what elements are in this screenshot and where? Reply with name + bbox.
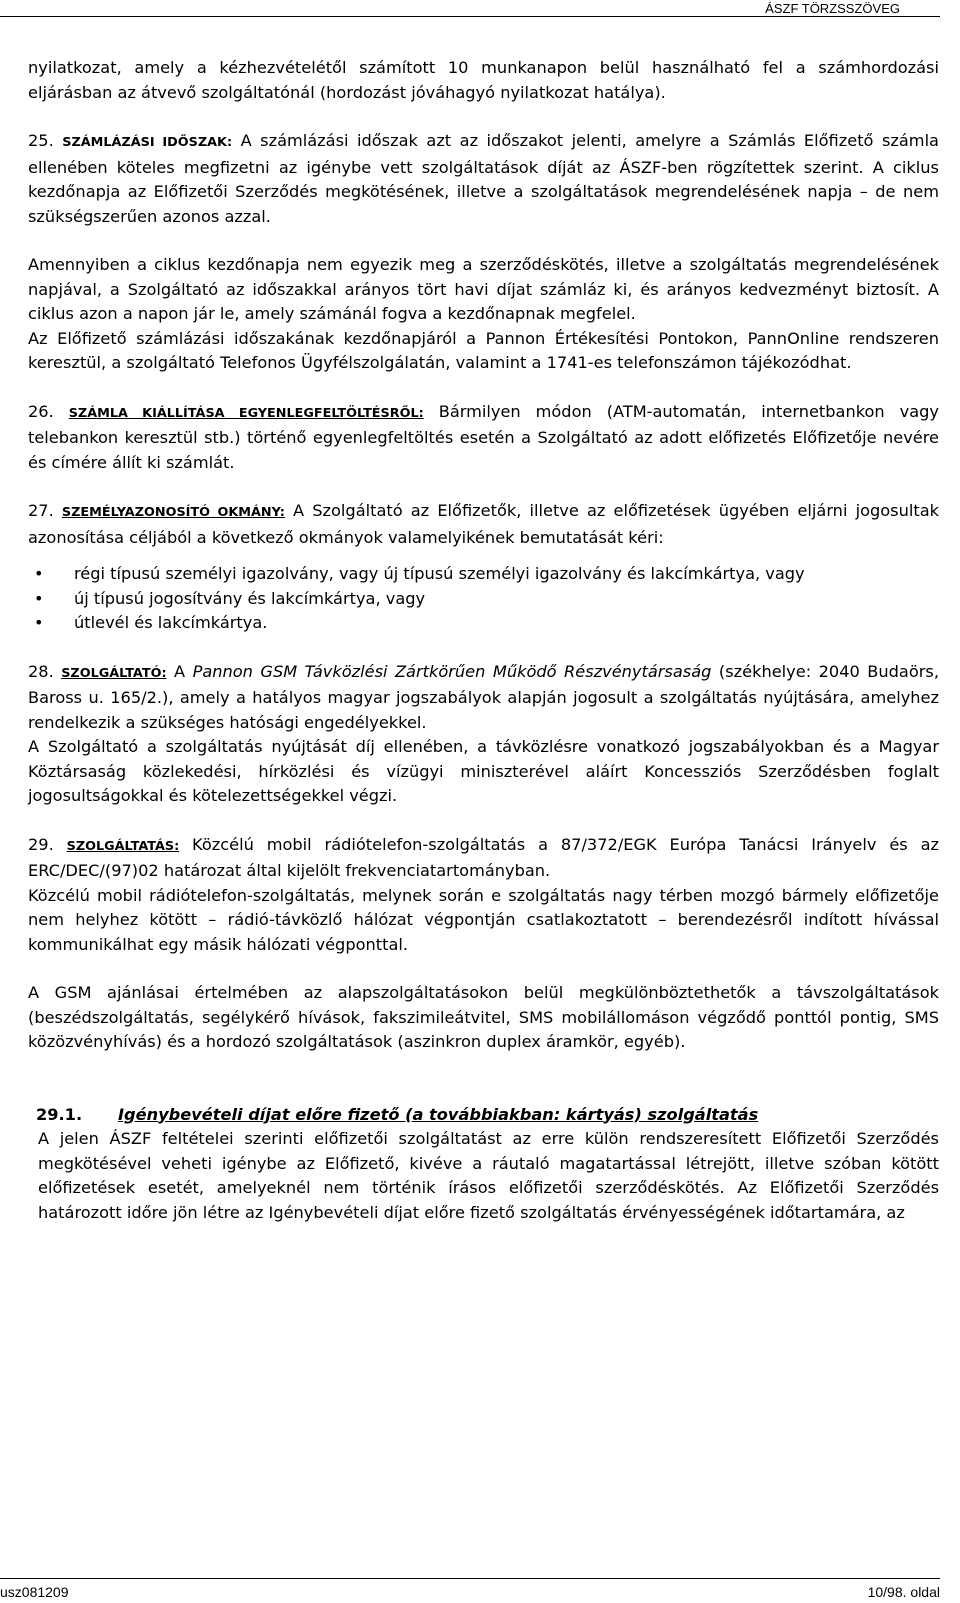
subsection-title: Igénybevételi díjat előre fizető (a továbbiakban: kártyás) szolgáltatás [118,1104,759,1124]
paragraph: Amennyiben a ciklus kezdőnapja nem egyezik meg a szerződéskötés, illetve a szolgáltatás megrendelésének napjával, a Szolgáltató az időszakkal arányos tört havi díjat számláz ki, és arányos kedvezményt biztosít. A ciklus azon a napon jár le, amely számánál fogva a kezdőnapnak megfelel. [28,255,939,323]
paragraph: nyilatkozat, amely a kézhezvételétől számított 10 munkanapon belül használható fel a számhordozási eljárásban az átvevő szolgáltatónál (hordozást jóváhagyó nyilatkozat hatálya). [28,58,939,102]
section-number: 25. [28,131,54,150]
section-27 [28,499,939,550]
paragraph: A jelen ÁSZF feltételei szerinti előfizetői szolgáltatást az erre külön rendszeresített Előfizetői Szerződés megkötésével veheti igénybe az Előfizető, kivéve a ráutaló magatartással létrejött, illetve szóban kötött előfizetések esetét, amelyeknél nem történik írásos előfizetői szerződéskötés. Az Előfizetői Szerződés határozott időre jön létre az Igénybevételi díjat előre fizető szolgáltatás érvényességének időtartamára, az [38,1129,939,1222]
section-text: Bármilyen módon (ATM-automatán, internetbankon vagy telebankon keresztül stb.) történő egyenlegfeltöltés esetén a Szolgáltató az adott előfizetés Előfizetője nevére és címére állít ki számlát. [28,401,939,472]
section-number: 28. [28,661,54,681]
section-label: SZOLGÁLTATÁS: [66,838,180,854]
section-26 [28,400,939,476]
header-title: ÁSZF TÖRZSSZÖVEG [765,1,900,16]
section-label: SZÁMLA KIÁLLÍTÁSA EGYENLEGFELTÖLTÉSRŐL: [68,405,424,421]
paragraph: Az Előfizető számlázási időszakának kezdőnapjáról a Pannon Értékesítési Pontokon, PannOnline rendszeren keresztül, a szolgáltató Telefonos Ügyfélszolgálatán, valamint a 1741-es telefonszámon tájékozódhat. [28,328,939,372]
section-25 [28,129,939,229]
list-item: • új típusú jogosítvány és lakcímkártya, vagy [28,587,939,612]
section-number: 29. [28,834,54,854]
subsection-number: 29.1. [36,1104,83,1124]
page-number: 10/98. oldal [867,1584,940,1600]
document-id: usz081209 [0,1584,69,1600]
paragraph: Közcélú mobil rádiótelefon-szolgáltatás, melynek során e szolgáltatás nagy térben mozgó bármely előfizetője nem helyhez kötött – rádió-távközlő hálózat végpontján csatlakoztatott – berendezésről indított hívással kommunikálhat egy másik hálózati végponttal. [28,885,939,954]
section-number: 27. [28,501,54,520]
bullet-icon: • [34,564,44,583]
section-number: 26. [28,401,54,421]
subsection-heading [28,1103,939,1128]
section-text: A Szolgáltató az Előfizetők, illetve az előfizetések ügyében eljárni jogosultak azonosítása céljából a következő okmányok valamelyikének bemutatását kéri: [28,501,939,547]
id-document-list [28,562,939,636]
page-header [0,0,940,17]
section-text: A számlázási időszak azt az időszakot jelenti, amelyre a Számlás Előfizető számla ellenében köteles megfizetni az igénybe vett szolgáltatások díját az ÁSZF-ben rögzítettek szerint. A ciklus kezdőnapja az Előfizetői Szerződés megkötésének, illetve a szolgáltatások megrendelésének napja – de nem szükségszerűen azonos azzal. [28,131,939,226]
list-item: • útlevél és lakcímkártya. [28,611,939,636]
list-item: • régi típusú személyi igazolvány, vagy új típusú személyi igazolvány és lakcímkártya, vagy [28,562,939,587]
paragraph: A GSM ajánlásai értelmében az alapszolgáltatásokon belül megkülönböztethetők a távszolgáltatások (beszédszolgáltatás, segélykérő hívások, fakszimileátvitel, SMS mobilállomáson végződő ponttól pontig, SMS közözvényhívás) és a hordozó szolgáltatások (aszinkron duplex áramkör, egyéb). [28,983,939,1051]
bullet-icon: • [34,613,44,632]
section-label: SZOLGÁLTATÓ: [61,665,167,681]
page-footer [0,1578,940,1600]
company-name: Pannon GSM Távközlési Zártkörűen Működő Részvénytársaság [192,661,712,681]
section-text: Közcélú mobil rádiótelefon-szolgáltatás a 87/372/EGK Európa Tanácsi Irányelv és az ERC/DEC/(97)02 határozat által kijelölt frekvenciatartományban. [28,834,939,880]
document-body [28,56,939,1225]
section-28: 28. SZOLGÁLTATÓ: A Pannon GSM Távközlési Zártkörűen Működő Részvénytársaság (székhelye: 2040 Budaörs, Baross u. 165/2.), amely a hatályos magyar jogszabályok alapján jogosult a szolgáltatás nyújtására, amelyhez rendelkezik a szükséges hatósági engedélyekkel. [28,661,939,732]
section-label: SZEMÉLYAZONOSÍTÓ OKMÁNY: [61,505,285,520]
section-label: SZÁMLÁZÁSI IDŐSZAK: [62,135,233,150]
section-29 [28,833,939,884]
bullet-icon: • [34,588,44,608]
paragraph: A Szolgáltató a szolgáltatás nyújtását díj ellenében, a távközlésre vonatkozó jogszabályokban és a Magyar Köztársaság közlekedési, hírközlési és vízügyi miniszterével aláírt Koncessziós Szerződésben foglalt jogosultságokkal és kötelezettségekkel végzi. [28,737,939,805]
